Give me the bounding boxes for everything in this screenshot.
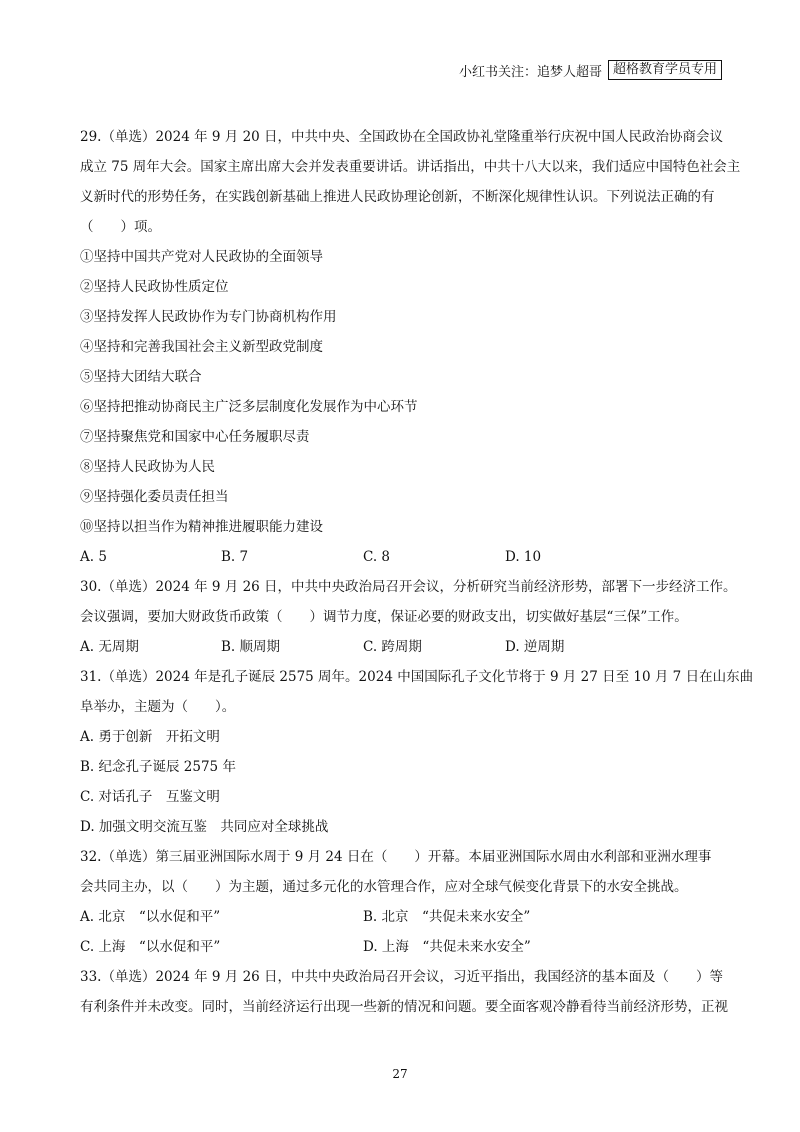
answer-option-a[interactable]: A. 5 <box>80 549 107 565</box>
answer-options <box>80 938 720 957</box>
statement-item: ①坚持中国共产党对人民政协的全面领导 <box>80 249 323 265</box>
answer-options <box>80 548 720 567</box>
statement-item: ⑨坚持强化委员责任担当 <box>80 489 229 505</box>
answer-option-a[interactable]: A. 勇于创新 开拓文明 <box>80 729 220 745</box>
statement-item: ⑩坚持以担当作为精神推进履职能力建设 <box>80 519 323 535</box>
statement-item: ④坚持和完善我国社会主义新型政党制度 <box>80 339 323 355</box>
answer-option-c[interactable]: C. 8 <box>363 549 391 565</box>
question-text-line: 29.（单选）2024 年 9 月 20 日，中共中央、全国政协在全国政协礼堂隆重举行庆祝中国人民政治协商会议 <box>80 129 724 145</box>
question-29 <box>80 128 741 567</box>
answer-option-b[interactable]: B. 7 <box>221 549 249 565</box>
answer-option-b[interactable]: B. 顺周期 <box>221 639 281 655</box>
question-text-line: 31.（单选）2024 年是孔子诞辰 2575 周年。2024 中国国际孔子文化节将于 9 月 27 日至 10 月 7 日在山东曲 <box>80 669 754 685</box>
answer-option-d[interactable]: D. 逆周期 <box>505 639 565 655</box>
question-30 <box>80 578 737 657</box>
answer-option-d[interactable]: D. 上海 “共促未来水安全” <box>363 939 531 955</box>
statement-item: ③坚持发挥人民政协作为专门协商机构作用 <box>80 309 337 325</box>
question-text-line: 义新时代的形势任务，在实践创新基础上推进人民政协理论创新，不断深化规律性认识。下列说法正确的有 <box>80 189 715 205</box>
question-text-line: 30.（单选）2024 年 9 月 26 日，中共中央政治局召开会议，分析研究当前经济形势，部署下一步经济工作。 <box>80 579 737 595</box>
answer-options <box>80 638 720 657</box>
answer-option-b[interactable]: B. 北京 “共促未来水安全” <box>363 909 531 925</box>
question-32 <box>80 848 720 957</box>
answer-option-b[interactable]: B. 纪念孔子诞辰 2575 年 <box>80 759 236 775</box>
question-text-line: （ ）项。 <box>80 219 161 235</box>
page-number: 27 <box>392 1067 408 1081</box>
answer-option-a[interactable]: A. 无周期 <box>80 639 139 655</box>
question-31 <box>80 668 754 837</box>
question-33 <box>80 968 728 1017</box>
answer-option-a[interactable]: A. 北京 “以水促和平” <box>80 909 221 925</box>
answer-option-c[interactable]: C. 对话孔子 互鉴文明 <box>80 789 220 805</box>
answer-option-c[interactable]: C. 上海 “以水促和平” <box>80 939 221 955</box>
brand-box: 超格教育学员专用 <box>608 60 722 80</box>
follow-text: 小红书关注：追梦人超哥 <box>458 64 602 80</box>
statement-item: ⑧坚持人民政协为人民 <box>80 459 215 475</box>
question-text-line: 33.（单选）2024 年 9 月 26 日，中共中央政治局召开会议，习近平指出，我国经济的基本面及（ ）等 <box>80 969 724 985</box>
question-text-line: 32.（单选）第三届亚洲国际水周于 9 月 24 日在（ ）开幕。本届亚洲国际水周由水利部和亚洲水理事 <box>80 849 712 865</box>
question-text-line: 会共同主办，以（ ）为主题，通过多元化的水管理合作，应对全球气候变化背景下的水安全挑战。 <box>80 879 688 895</box>
answer-option-d[interactable]: D. 加强文明交流互鉴 共同应对全球挑战 <box>80 819 329 835</box>
question-text-line: 成立 75 周年大会。国家主席出席大会并发表重要讲话。讲话指出，中共十八大以来，我们适应中国特色社会主 <box>80 159 741 175</box>
answer-option-c[interactable]: C. 跨周期 <box>363 639 422 655</box>
answer-options <box>80 908 720 927</box>
question-content <box>80 110 754 1017</box>
answer-option-d[interactable]: D. 10 <box>505 549 542 565</box>
statement-item: ⑥坚持把推动协商民主广泛多层制度化发展作为中心环节 <box>80 399 418 415</box>
question-text-line: 有利条件并未改变。同时，当前经济运行出现一些新的情况和问题。要全面客观冷静看待当前经济形势，正视 <box>80 999 728 1015</box>
statement-item: ⑦坚持聚焦党和国家中心任务履职尽责 <box>80 429 310 445</box>
page-header <box>459 60 722 80</box>
statement-item: ②坚持人民政协性质定位 <box>80 279 229 295</box>
statement-item: ⑤坚持大团结大联合 <box>80 369 202 385</box>
question-text-line: 会议强调，要加大财政货币政策（ ）调节力度，保证必要的财政支出，切实做好基层“三保”工作。 <box>80 609 688 625</box>
question-text-line: 阜举办，主题为（ ）。 <box>80 699 236 715</box>
